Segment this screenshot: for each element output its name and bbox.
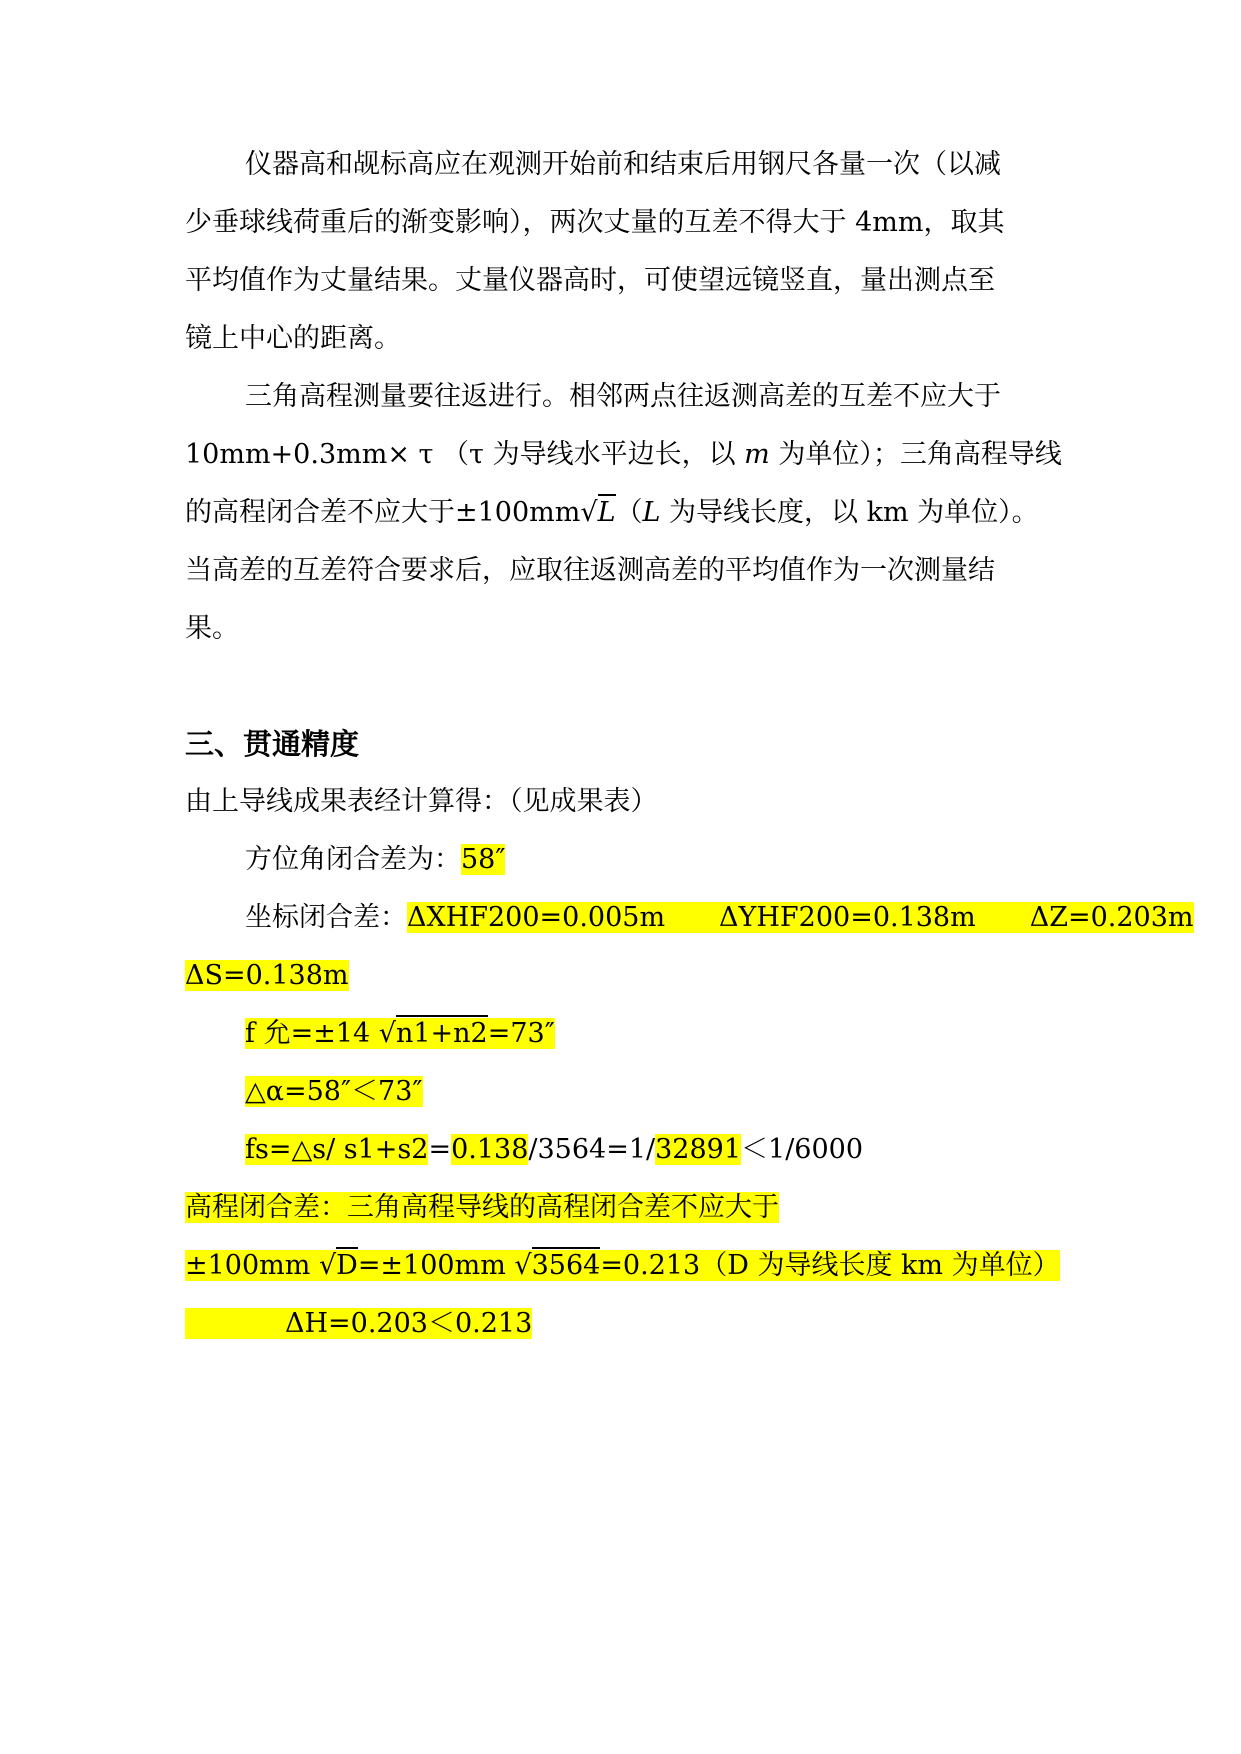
elev-line1 [185,1188,1065,1228]
para2-line2-c: 为单位）；三角高程导线 [769,439,1062,470]
para2-line3-a: 的高程闭合差不应大于±100mm [185,497,581,528]
delta-alpha: △α=58″＜73″ [245,1076,423,1107]
fs-line [245,1130,1125,1170]
coord-label: 坐标闭合差： [245,902,407,933]
coord-value: ΔXHF200=0.005m ΔYHF200=0.138m ΔZ=0.203m [407,902,1194,933]
f-allow-c: =73″ [487,1018,555,1049]
elev-d-radicand: D [336,1247,358,1281]
azimuth-label: 方位角闭合差为： [245,844,461,875]
para2-line2-a: 10mm+0.3mm× τ （τ 为导线水平边长，以 [185,439,745,470]
f-allow-radicand: n1+n2 [396,1015,488,1049]
elev-c: =±100mm √ [357,1250,532,1281]
fs-d: /3564=1/ [528,1134,656,1165]
para2-line4: 当高差的互差符合要求后，应取往返测高差的平均值作为一次测量结 [185,555,995,586]
f-allow-a: f 允=±14 √ [245,1018,396,1049]
para2-line3-c: （ [615,497,643,528]
sqrt-sign: √ [580,497,598,528]
fs-e: 32891 [655,1134,742,1165]
para2-line2 [185,435,1065,475]
f-allow [245,1018,555,1049]
para2-line5: 果。 [185,613,239,644]
coord-s: ΔS=0.138m [185,960,349,991]
para2-line3-e: 为导线长度，以 km 为单位）。 [660,497,1039,528]
para1-line2: 少垂球线荷重后的渐变影响），两次丈量的互差不得大于 4mm，取其 [185,207,1005,238]
fs-a: fs=△s/ s1+s2 [245,1134,429,1165]
elev-e: =0.213（D 为导线长度 km 为单位） [600,1250,1060,1281]
para1-line4: 镜上中心的距离。 [185,323,401,354]
elev-3564-radicand: 3564 [532,1247,601,1281]
elev-formula [185,1250,1060,1281]
delta-alpha-line [245,1072,1125,1112]
para2-line1: 三角高程测量要往返进行。相邻两点往返测高差的互差不应大于 [245,381,1001,412]
para1-line1: 仪器高和觇标高应在观测开始前和结束后用钢尺各量一次（以减 [245,149,1001,180]
elev-line2 [185,1246,1065,1286]
azimuth-value: 58″ [461,844,506,875]
elev-line1-text: 高程闭合差：三角高程导线的高程闭合差不应大于 [185,1192,779,1223]
section-intro: 由上导线成果表经计算得：（见成果表） [185,786,658,817]
para1-line3: 平均值作为丈量结果。丈量仪器高时，可使望远镜竖直，量出测点至 [185,265,995,296]
fs-c: 0.138 [451,1134,529,1165]
fs-b: = [428,1134,452,1165]
elev-a: ±100mm √ [185,1250,337,1281]
section-heading: 三、贯通精度 [185,727,360,761]
azimuth-line [245,840,1125,880]
para2-line3 [185,493,1065,533]
fs-f: ＜1/6000 [741,1134,864,1165]
f-allow-line [245,1014,1125,1054]
para2-unit-m: m [744,439,770,470]
delta-h: ΔH=0.203＜0.213 [185,1308,532,1339]
para2-line3-l: L [642,497,661,528]
sqrt-l: L [598,494,616,528]
delta-h-line [185,1304,1065,1344]
coord-s-line [185,956,1065,996]
coord-line [245,898,1194,938]
